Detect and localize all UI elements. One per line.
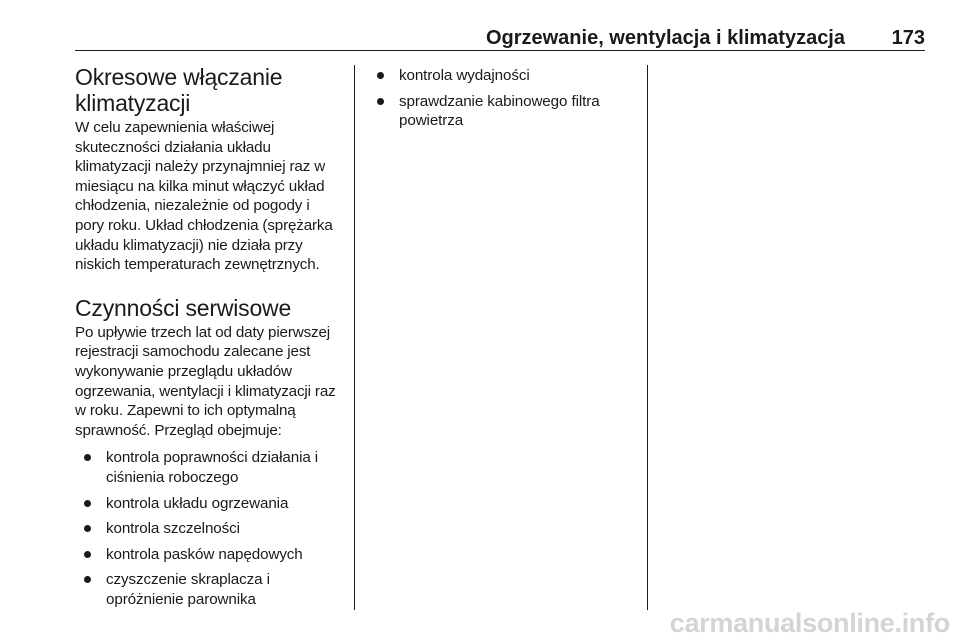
section-heading-ac-periodic: Okresowe włączanie klimatyzacji xyxy=(75,64,283,116)
list-item xyxy=(75,519,341,539)
list-item-text: kontrola pasków napędowych xyxy=(106,545,303,563)
bullet-icon xyxy=(84,454,91,461)
list-item-text: kontrola poprawności działania i ciśnienia roboczego xyxy=(106,449,319,486)
bullet-icon xyxy=(84,500,91,507)
bullet-icon xyxy=(377,72,384,79)
list-item-text: kontrola wydajności xyxy=(399,67,530,84)
bullet-icon xyxy=(84,525,91,532)
section-text-ac-periodic: W celu zapewnienia właściwej skuteczności działania układu klimatyzacji należy przynajmniej raz w miesiącu na kilka minut włączyć układ chłodzenia, niezależnie od pogody i pory roku. Układ chłodzenia (sprężarka układu klimatyzacji) nie działa przy niskich temperaturach zewnętrznych. xyxy=(75,119,333,274)
service-bullet-list-continued xyxy=(368,66,638,131)
bullet-icon xyxy=(84,551,91,558)
list-item-text: kontrola szczelności xyxy=(106,520,240,538)
header-rule xyxy=(75,50,925,51)
list-item xyxy=(75,570,341,609)
bullet-icon xyxy=(84,576,91,583)
list-item xyxy=(75,545,341,565)
list-item xyxy=(75,494,341,514)
service-bullet-list xyxy=(75,448,341,609)
watermark: carmanualsonline.info xyxy=(669,608,950,638)
page-number: 173 xyxy=(891,27,925,49)
list-item-text: kontrola układu ogrzewania xyxy=(106,494,289,512)
list-item xyxy=(368,92,638,131)
left-column xyxy=(75,64,341,615)
list-item xyxy=(368,66,638,86)
list-item-text: sprawdzanie kabinowego filtra powietrza xyxy=(399,92,600,130)
list-item-text: czyszczenie skraplacza i opróżnienie parownika xyxy=(106,571,270,608)
column-divider-left xyxy=(354,65,355,610)
bullet-icon xyxy=(377,98,384,105)
section-text-service: Po upływie trzech lat od daty pierwszej rejestracji samochodu zalecane jest wykonywanie przeglądu układów ogrzewania, wentylacji i klimatyzacji raz w roku. Zapewni to ich optymalną sprawność. Przegląd obejmuje: xyxy=(75,323,336,439)
middle-column xyxy=(368,66,638,137)
section-heading-service: Czynności serwisowe xyxy=(75,294,292,321)
page-header xyxy=(75,27,925,49)
running-title: Ogrzewanie, wentylacja i klimatyzacja xyxy=(485,27,845,49)
column-divider-right xyxy=(647,65,648,610)
list-item xyxy=(75,448,341,487)
